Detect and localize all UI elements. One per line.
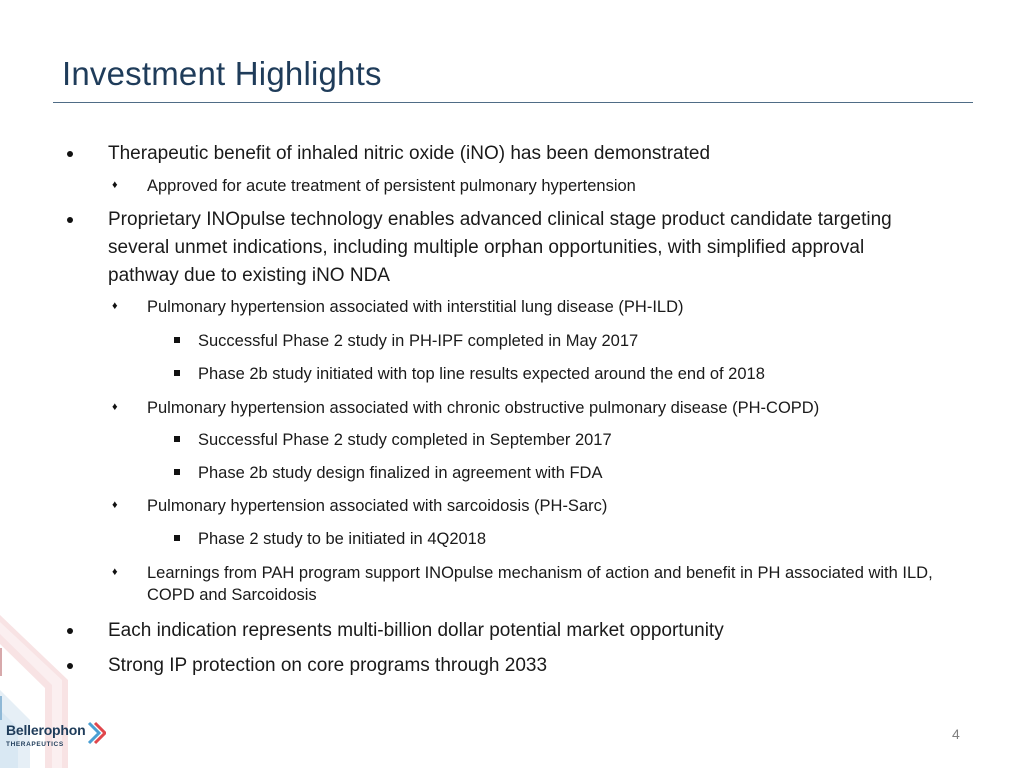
bullet-level-2 [112, 495, 947, 517]
diamond-bullet-icon: ♦ [112, 401, 118, 413]
diamond-bullet-icon: ♦ [112, 300, 118, 312]
square-bullet-icon [174, 337, 180, 343]
square-bullet-icon [174, 436, 180, 442]
bullet-level-1 [108, 140, 898, 168]
slide-title: Investment Highlights [62, 55, 382, 92]
bullet-level-2 [112, 562, 947, 606]
bullet-level-3 [198, 330, 958, 352]
bullet-level-3 [198, 429, 958, 451]
diamond-bullet-icon: ♦ [112, 499, 118, 511]
diamond-bullet-icon: ♦ [112, 566, 118, 578]
round-bullet-icon [67, 217, 73, 223]
bullet-level-1 [108, 617, 898, 645]
bullet-level-3 [198, 528, 958, 550]
bullet-level-2 [112, 397, 947, 419]
bullet-text: Successful Phase 2 study in PH-IPF completed in May 2017 [198, 332, 639, 350]
bullet-text: Proprietary INOpulse technology enables advanced clinical stage product candidate targeting several unmet indications, including multiple orphan opportunities, with simplified approval pathway due to existing iNO NDA [108, 209, 892, 286]
diamond-bullet-icon: ♦ [112, 179, 118, 191]
bullet-level-3 [198, 462, 958, 484]
bullet-text: Phase 2 study to be initiated in 4Q2018 [198, 530, 487, 548]
square-bullet-icon [174, 469, 180, 475]
bullet-text: Therapeutic benefit of inhaled nitric oxide (iNO) has been demonstrated [108, 143, 711, 164]
square-bullet-icon [174, 535, 180, 541]
bullet-text: Pulmonary hypertension associated with sarcoidosis (PH-Sarc) [147, 497, 608, 515]
bullet-level-1 [108, 206, 898, 290]
bullet-text: Pulmonary hypertension associated with interstitial lung disease (PH-ILD) [147, 298, 684, 316]
bullet-level-3 [198, 363, 958, 385]
round-bullet-icon [67, 628, 73, 634]
logo-name: Bellerophon [6, 722, 86, 738]
bullet-text: Approved for acute treatment of persistent pulmonary hypertension [147, 177, 636, 195]
bullet-level-1 [108, 652, 898, 680]
logo-tagline: THERAPEUTICS [6, 741, 64, 748]
bullet-level-2 [112, 175, 947, 197]
bullet-text: Learnings from PAH program support INOpulse mechanism of action and benefit in PH associated with ILD, COPD and Sarcoidosis [147, 564, 933, 604]
bullet-text: Phase 2b study design finalized in agreement with FDA [198, 464, 603, 482]
bullet-text: Successful Phase 2 study completed in September 2017 [198, 431, 612, 449]
round-bullet-icon [67, 151, 73, 157]
chevron-logo-icon [86, 721, 106, 745]
bullet-text: Each indication represents multi-billion dollar potential market opportunity [108, 620, 724, 641]
square-bullet-icon [174, 370, 180, 376]
page-number: 4 [952, 726, 960, 742]
bullet-text: Strong IP protection on core programs through 2033 [108, 655, 548, 676]
bullet-text: Phase 2b study initiated with top line results expected around the end of 2018 [198, 365, 765, 383]
round-bullet-icon [67, 663, 73, 669]
bullet-text: Pulmonary hypertension associated with chronic obstructive pulmonary disease (PH-COPD) [147, 399, 820, 417]
bullet-level-2 [112, 296, 947, 318]
